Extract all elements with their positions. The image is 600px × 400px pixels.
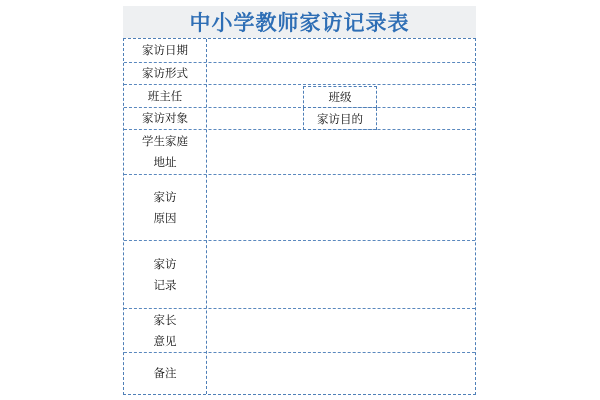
visit-target-field[interactable]	[208, 110, 299, 127]
head-teacher-field[interactable]	[208, 87, 299, 105]
home-address-field[interactable]	[208, 132, 473, 172]
label-head-teacher: 班主任	[147, 88, 183, 103]
visit-date-field[interactable]	[208, 41, 473, 60]
row-head-teacher	[124, 85, 475, 108]
label-visit-format: 家访形式	[142, 66, 188, 80]
visit-reason-field[interactable]	[208, 177, 473, 238]
row-parent-opinion	[124, 309, 475, 353]
row-home-address	[124, 130, 475, 175]
label-remarks: 备注	[153, 366, 177, 380]
label-class: 班级	[303, 86, 377, 108]
label-visit-notes: 家访 记录	[153, 256, 177, 292]
class-field[interactable]	[380, 87, 473, 105]
label-visit-reason: 家访 原因	[153, 189, 177, 225]
row-visit-target	[124, 108, 475, 130]
row-remarks	[124, 353, 475, 394]
label-visit-purpose: 家访目的	[303, 108, 377, 130]
label-visit-target: 家访对象	[142, 111, 188, 125]
label-visit-date: 家访日期	[142, 43, 188, 57]
visit-notes-field[interactable]	[208, 243, 473, 306]
label-home-address: 学生家庭 地址	[142, 134, 188, 169]
form-title: 中小学教师家访记录表	[123, 6, 476, 38]
row-visit-date	[124, 39, 475, 63]
row-visit-format	[124, 63, 475, 85]
parent-opinion-field[interactable]	[208, 311, 473, 350]
visit-format-field[interactable]	[208, 65, 473, 82]
form-table	[123, 38, 476, 395]
remarks-field[interactable]	[208, 355, 473, 392]
visit-record-form	[123, 6, 476, 395]
visit-purpose-field[interactable]	[380, 110, 473, 127]
row-visit-reason	[124, 175, 475, 241]
row-visit-notes	[124, 241, 475, 309]
label-parent-opinion: 家长 意见	[153, 312, 177, 348]
